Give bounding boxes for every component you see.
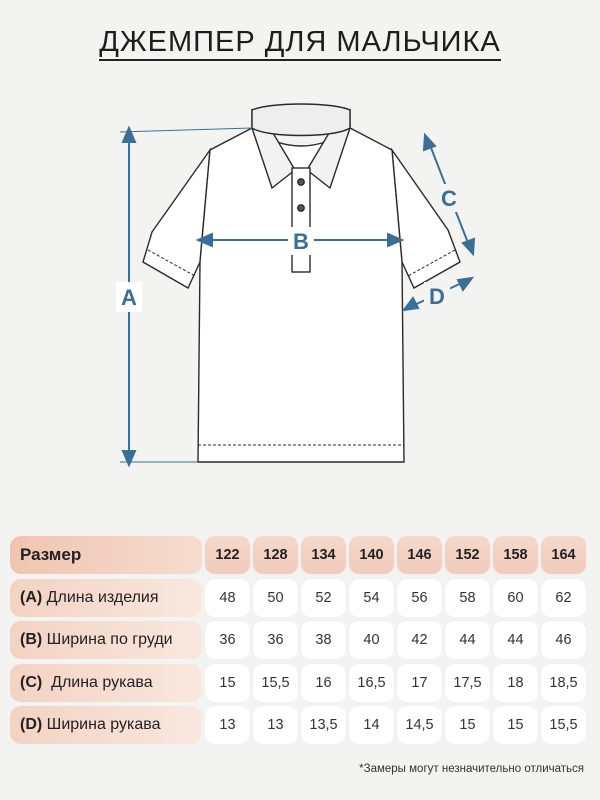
table-row xyxy=(10,664,586,702)
table-cell: 62 xyxy=(541,579,586,617)
table-cell: 18 xyxy=(493,664,538,702)
label-b-badge xyxy=(288,227,314,255)
table-cell: 15 xyxy=(493,706,538,744)
row-title: Длина изделия xyxy=(42,589,159,606)
table-cell: 36 xyxy=(205,621,250,659)
table-cell: 50 xyxy=(253,579,298,617)
label-d-badge xyxy=(424,282,450,310)
label-b: B xyxy=(293,229,309,254)
table-cell: 56 xyxy=(397,579,442,617)
polo-shirt-drawing xyxy=(143,104,460,462)
label-d: D xyxy=(429,284,445,309)
size-128: 128 xyxy=(253,536,298,574)
table-cell: 44 xyxy=(445,621,490,659)
table-cell: 14,5 xyxy=(397,706,442,744)
label-a: A xyxy=(121,285,137,310)
table-cell: 15 xyxy=(445,706,490,744)
row-code: (D) xyxy=(20,716,43,733)
table-cell: 15,5 xyxy=(253,664,298,702)
size-146: 146 xyxy=(397,536,442,574)
label-a-badge xyxy=(116,282,142,312)
table-cell: 16,5 xyxy=(349,664,394,702)
row-label xyxy=(10,664,202,702)
row-label xyxy=(10,579,202,617)
table-cell: 13 xyxy=(253,706,298,744)
table-cell: 18,5 xyxy=(541,664,586,702)
table-cell: 52 xyxy=(301,579,346,617)
table-cell: 15,5 xyxy=(541,706,586,744)
table-cell: 17,5 xyxy=(445,664,490,702)
table-cell: 13,5 xyxy=(301,706,346,744)
table-row xyxy=(10,706,586,744)
row-title: Ширина рукава xyxy=(42,716,161,733)
table-cell: 14 xyxy=(349,706,394,744)
table-cell: 48 xyxy=(205,579,250,617)
row-title: Длина рукава xyxy=(42,674,153,691)
table-cell: 46 xyxy=(541,621,586,659)
table-cell: 54 xyxy=(349,579,394,617)
header-label: Размер xyxy=(10,536,202,574)
button-1 xyxy=(298,179,304,185)
table-cell: 15 xyxy=(205,664,250,702)
table-cell: 58 xyxy=(445,579,490,617)
button-2 xyxy=(298,205,304,211)
row-label xyxy=(10,706,202,744)
table-header-row xyxy=(10,536,586,574)
table-cell: 40 xyxy=(349,621,394,659)
row-code: (A) xyxy=(20,589,43,606)
size-152: 152 xyxy=(445,536,490,574)
table-cell: 13 xyxy=(205,706,250,744)
table-row xyxy=(10,621,586,659)
table-row xyxy=(10,579,586,617)
size-122: 122 xyxy=(205,536,250,574)
size-140: 140 xyxy=(349,536,394,574)
table-cell: 44 xyxy=(493,621,538,659)
table-cell: 38 xyxy=(301,621,346,659)
table-cell: 42 xyxy=(397,621,442,659)
footnote: *Замеры могут незначительно отличаться xyxy=(359,763,584,775)
size-134: 134 xyxy=(301,536,346,574)
row-title: Ширина по груди xyxy=(42,631,173,648)
table-cell: 36 xyxy=(253,621,298,659)
size-164: 164 xyxy=(541,536,586,574)
size-158: 158 xyxy=(493,536,538,574)
table-cell: 60 xyxy=(493,579,538,617)
row-label xyxy=(10,621,202,659)
table-cell: 16 xyxy=(301,664,346,702)
row-code: (C) xyxy=(20,674,43,691)
label-c: C xyxy=(441,186,457,211)
page-title-text: ДЖЕМПЕР ДЛЯ МАЛЬЧИКА xyxy=(99,26,501,61)
row-code: (B) xyxy=(20,631,43,648)
collar-band xyxy=(252,104,350,136)
table-cell: 17 xyxy=(397,664,442,702)
label-c-badge xyxy=(436,184,462,212)
